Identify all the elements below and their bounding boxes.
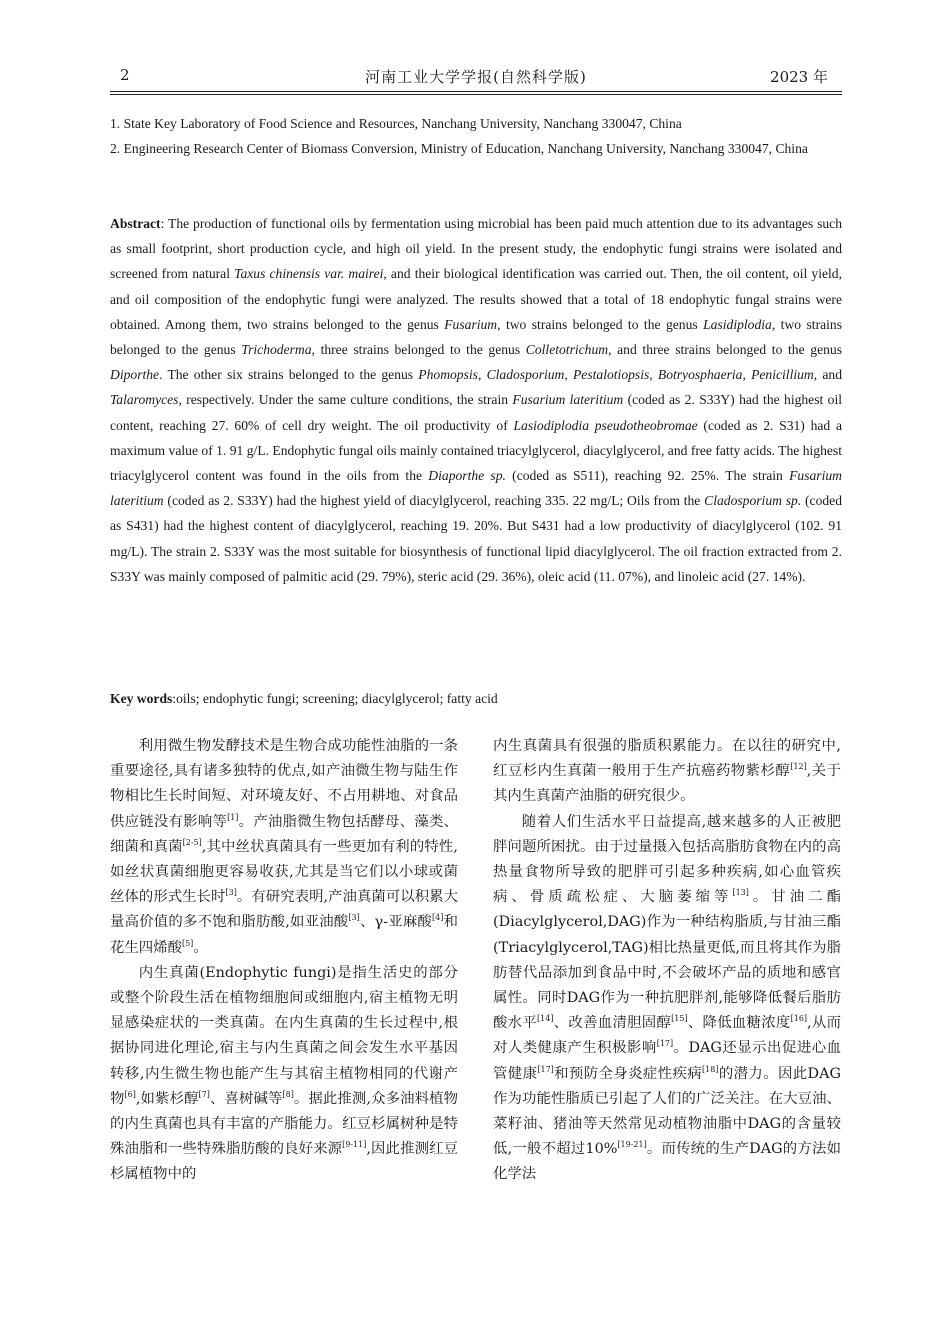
abstract-text: , [564, 367, 573, 383]
abstract-text: The production of functional oils by fermentation using microbial has been paid much attention due to its advantages such as small footprint, short production cycle, and high oil yield. In the present study, the endophytic fungi strains were isolated and screened from natural [110, 216, 842, 282]
species-name: Lasiodiplodia pseudotheobromae [513, 417, 698, 433]
body-text: ,如紫杉醇 [135, 1090, 199, 1107]
citation: [19-21] [617, 1140, 647, 1150]
body-column-right [493, 734, 841, 1188]
body-text: 、喜树碱等 [209, 1090, 283, 1107]
paragraph [110, 734, 458, 961]
citation: [4] [432, 913, 444, 923]
body-text: 。有研究表明,产油真菌可以积累大量高价值的多不饱和脂肪酸,如亚油酸 [110, 889, 458, 931]
running-header [110, 66, 842, 90]
body-text: 的潜力。因此DAG作为功能性脂质已引起了人们的广泛关注。在大豆油、菜籽油、猪油等天然常见动植物油脂中DAG的含量较低,一般不超过10% [493, 1065, 841, 1158]
body-text: 、γ-亚麻酸 [359, 914, 433, 931]
genus-name: Phomopsis [418, 367, 478, 383]
citation: [3] [348, 913, 360, 923]
abstract-text: . The other six strains belonged to the genus [159, 367, 419, 383]
body-column-left [110, 734, 458, 1188]
body-text: 。据此推测,众多油料植物的内生真菌也具有丰富的产脂能力。红豆杉属树种是特殊油脂和一些特殊脂肪酸的良好来源 [110, 1090, 458, 1158]
citation: [17] [537, 1064, 554, 1074]
body-text: 。DAG还显示出促进心血管健康 [493, 1040, 841, 1082]
abstract-text: , and their biological identification was carried out. Then, the oil content, oil yield, and oil composition of the endophytic fungi were analyzed. The results showed that a total of 18 endophytic fungal strains were obtained. Among them, two strains belonged to the genus [110, 266, 843, 332]
citation: [16] [790, 1014, 808, 1024]
genus-name: Talaromyces [110, 392, 179, 408]
keywords-sep: : [172, 691, 177, 706]
body-text: ,从而对人类健康产生积极影响 [493, 1015, 841, 1057]
abstract-sep: : [160, 216, 169, 231]
keywords [110, 686, 842, 711]
genus-name: Penicillium [751, 367, 814, 383]
genus-name: Diporthe [110, 367, 160, 383]
citation: [12] [790, 762, 807, 772]
citation: [15] [671, 1014, 688, 1024]
citation: [17] [656, 1039, 674, 1049]
body-text: 和预防全身炎症性疾病 [553, 1065, 703, 1082]
citation: [7] [198, 1089, 210, 1099]
body-text: 内生真菌具有很强的脂质积累能力。在以往的研究中,红豆杉内生真菌一般用于生产抗癌药物紫杉醇 [493, 738, 841, 780]
genus-name: Fusarium [444, 316, 498, 332]
affiliation-2: 2. Engineering Research Center of Biomass Conversion, Ministry of Education, Nanchang University, Nanchang 330047, China [110, 141, 808, 156]
paragraph [493, 810, 841, 1188]
species-name: Fusarium lateritium [512, 392, 624, 408]
genus-name: Colletotrichum [525, 342, 609, 358]
body-text: ,其中丝状真菌具有一些更加有利的特性,如丝状真菌细胞更容易收获,尤其是当它们以小球或菌丝体的形式生长时 [110, 838, 458, 906]
paragraph [493, 734, 841, 810]
affiliation-1: 1. State Key Laboratory of Food Science and Resources, Nanchang University, Nanchang 330047, China [110, 116, 682, 131]
genus-name: Lasidiplodia [703, 316, 772, 332]
abstract-text: (coded as 2. S33Y) had the highest oil content, reaching 27. 60% of cell dry weight. The oil productivity of [110, 392, 842, 433]
citation: [9-11] [342, 1140, 367, 1150]
abstract-text: (coded as S431) had the highest content of diacylglycerol, reaching 19. 20%. But S431 had a low productivity of diacylglycerol (102. 91 mg/L). The strain 2. S33Y was the most suitable for biosynthesis of functional lipid diacylglycerol. The oil fraction extracted from 2. S33Y was mainly composed of palmitic acid (29. 79%), steric acid (29. 36%), oleic acid (11. 07%), and linoleic acid (27. 14%). [110, 493, 842, 584]
header-rule-thin [110, 94, 842, 95]
abstract-label: Abstract [110, 216, 161, 231]
body-text: 利用微生物发酵技术是生物合成功能性油脂的一条重要途径,具有诸多独特的优点,如产油微生物与陆生作物相比生长时间短、对环境友好、不占用耕地、对食品供应链没有影响等 [110, 738, 458, 830]
affiliations [110, 111, 842, 161]
genus-name: Botryosphaeria [657, 367, 743, 383]
keywords-text: oils; endophytic fungi; screening; diacylglycerol; fatty acid [176, 691, 498, 706]
page-number: 2 [120, 66, 130, 84]
citation: [2-5] [182, 837, 202, 847]
abstract-text: , [742, 367, 752, 383]
journal-title: 河南工业大学学报(自然科学版) [365, 68, 587, 86]
citation: [13] [732, 888, 749, 898]
abstract-text: , [649, 367, 658, 383]
species-name: Fusarium lateritium [110, 468, 842, 509]
publication-year: 2023 年 [770, 68, 828, 86]
abstract-text: , and three strains belonged to the genus [608, 342, 842, 358]
body-text: 、降低血糖浓度 [687, 1015, 791, 1032]
citation: [1] [227, 812, 239, 822]
genus-name: Trichoderma [241, 342, 312, 358]
body-text: ,关于其内生真菌产油脂的研究很少。 [493, 763, 841, 805]
keywords-label: Key words [110, 691, 173, 706]
abstract-text: , and [813, 367, 842, 383]
body-text: 。 [193, 939, 208, 956]
body-text: 随着人们生活水平日益提高,越来越多的人正被肥胖问题所困扰。由于过量摄入包括高脂肪食物在内的高热量食物所导致的肥胖可引起多种疾病,如心血管疾病、骨质疏松症、大脑萎缩等 [493, 813, 841, 906]
paragraph [110, 961, 458, 1188]
abstract [110, 211, 842, 589]
genus-name: Pestalotiopsis [573, 367, 650, 383]
body-text: 。产油脂微生物包括酵母、藻类、细菌和真菌 [110, 813, 458, 855]
abstract-text: , two strains belonged to the genus [110, 316, 842, 358]
citation: [8] [282, 1089, 294, 1099]
body-text: 、改善血清胆固醇 [553, 1015, 672, 1032]
citation: [5] [181, 938, 194, 948]
body-text: ,因此推测红豆杉属植物中的 [110, 1141, 458, 1183]
citation: [6] [124, 1089, 136, 1099]
body-text: 。而传统的生产DAG的方法如化学法 [493, 1141, 841, 1183]
abstract-text: (coded as S511), reaching 92. 25%. The strain [505, 468, 790, 484]
abstract-text: , three strains belonged to the genus [311, 342, 526, 358]
abstract-text: , [477, 367, 487, 383]
header-rule [110, 91, 842, 92]
abstract-text: (coded as 2. S33Y) had the highest yield of diacylglycerol, reaching 335. 22 mg/L; Oils from the [163, 493, 705, 509]
body-text: 和花生四烯酸 [110, 914, 458, 956]
abstract-text: , two strains belonged to the genus [497, 316, 704, 332]
genus-name: Cladosporium [486, 367, 565, 383]
abstract-text: , respectively. Under the same culture conditions, the strain [178, 392, 513, 408]
citation: [18] [702, 1064, 719, 1074]
citation: [14] [537, 1014, 554, 1024]
species-name: Cladosporium sp. [704, 493, 802, 509]
citation: [3] [225, 888, 237, 898]
body-text: 内生真菌(Endophytic fungi)是指生活史的部分或整个阶段生活在植物细胞间或细胞内,宿主植物无明显感染症状的一类真菌。在内生真菌的生长过程中,根据协同进化理论,宿主与内生真菌之间会发生水平基因转移,内生微生物也能产生与其宿主植物相同的代谢产物 [110, 964, 458, 1107]
abstract-text: (coded as 2. S31) had a maximum value of 1. 91 g/L. Endophytic fungal oils mainly contained triacylglycerol, diacylglycerol, and free fatty acids. The highest triacylglycerol content was found in the oils from the [110, 417, 842, 484]
species-name: Diaporthe sp. [428, 468, 506, 484]
species-name: Taxus chinensis var. mairei [234, 266, 384, 282]
body-text: 。甘油二酯(Diacylglycerol,DAG)作为一种结构脂质,与甘油三酯(Triacylglycerol,TAG)相比热量更低,而且将其作为脂肪替代品添加到食品中时,不会破坏产品的质地和感官属性。同时DAG作为一种抗肥胖剂,能够降低餐后脂肪酸水平 [493, 889, 841, 1032]
